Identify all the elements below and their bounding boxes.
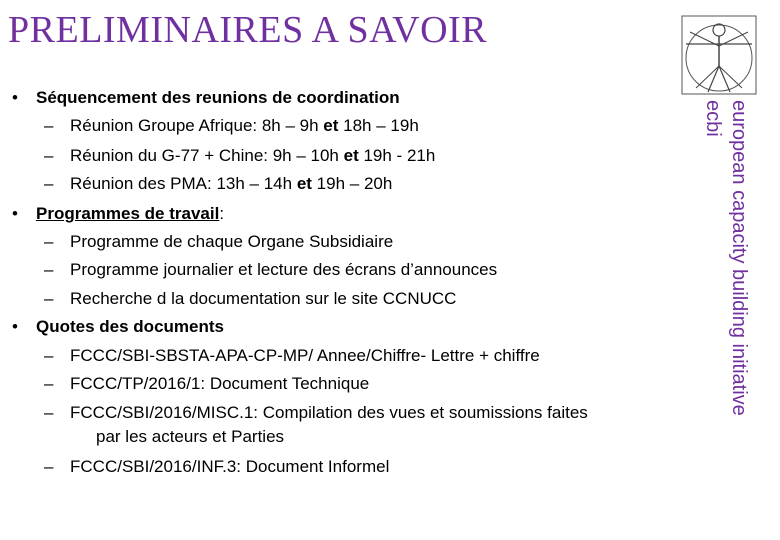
section-heading: Quotes des documents [36,317,224,336]
list-item: – Programme de chaque Organe Subsidiaire [44,232,394,251]
list-item: – FCCC/SBI-SBSTA-APA-CP-MP/ Annee/Chiffre- Lettre + chiffre [44,346,540,365]
list-item: – Réunion des PMA: 13h – 14h et 19h – 20h [44,174,393,193]
list-item: – FCCC/SBI/2016/INF.3: Document Informel [44,457,390,476]
slide-title: PRELIMINAIRES A SAVOIR [8,9,488,51]
list-item-continuation: par les acteurs et Parties [96,427,285,446]
ecbi-full-name: european capacity building initiative [728,100,750,416]
list-item: – Programme journalier et lecture des écrans d’announces [44,260,498,279]
list-item: – Recherche d la documentation sur le site CCNUCC [44,289,457,308]
bullet-dot: • [12,88,18,107]
section-heading: Programmes de travail: [36,204,225,223]
bullet-dot: • [12,317,18,336]
list-item: – Réunion du G-77 + Chine: 9h – 10h et 19h - 21h [44,146,436,165]
section-heading: Séquencement des reunions de coordination [36,88,400,107]
bullet-dot: • [12,204,18,223]
list-item: – FCCC/SBI/2016/MISC.1: Compilation des vues et soumissions faites [44,403,588,422]
list-item: – FCCC/TP/2016/1: Document Technique [44,374,370,393]
list-item: – Réunion Groupe Afrique: 8h – 9h et 18h – 19h [44,116,419,135]
ecbi-sidebar-text [700,100,752,416]
ecbi-acronym: ecbi [702,100,724,137]
